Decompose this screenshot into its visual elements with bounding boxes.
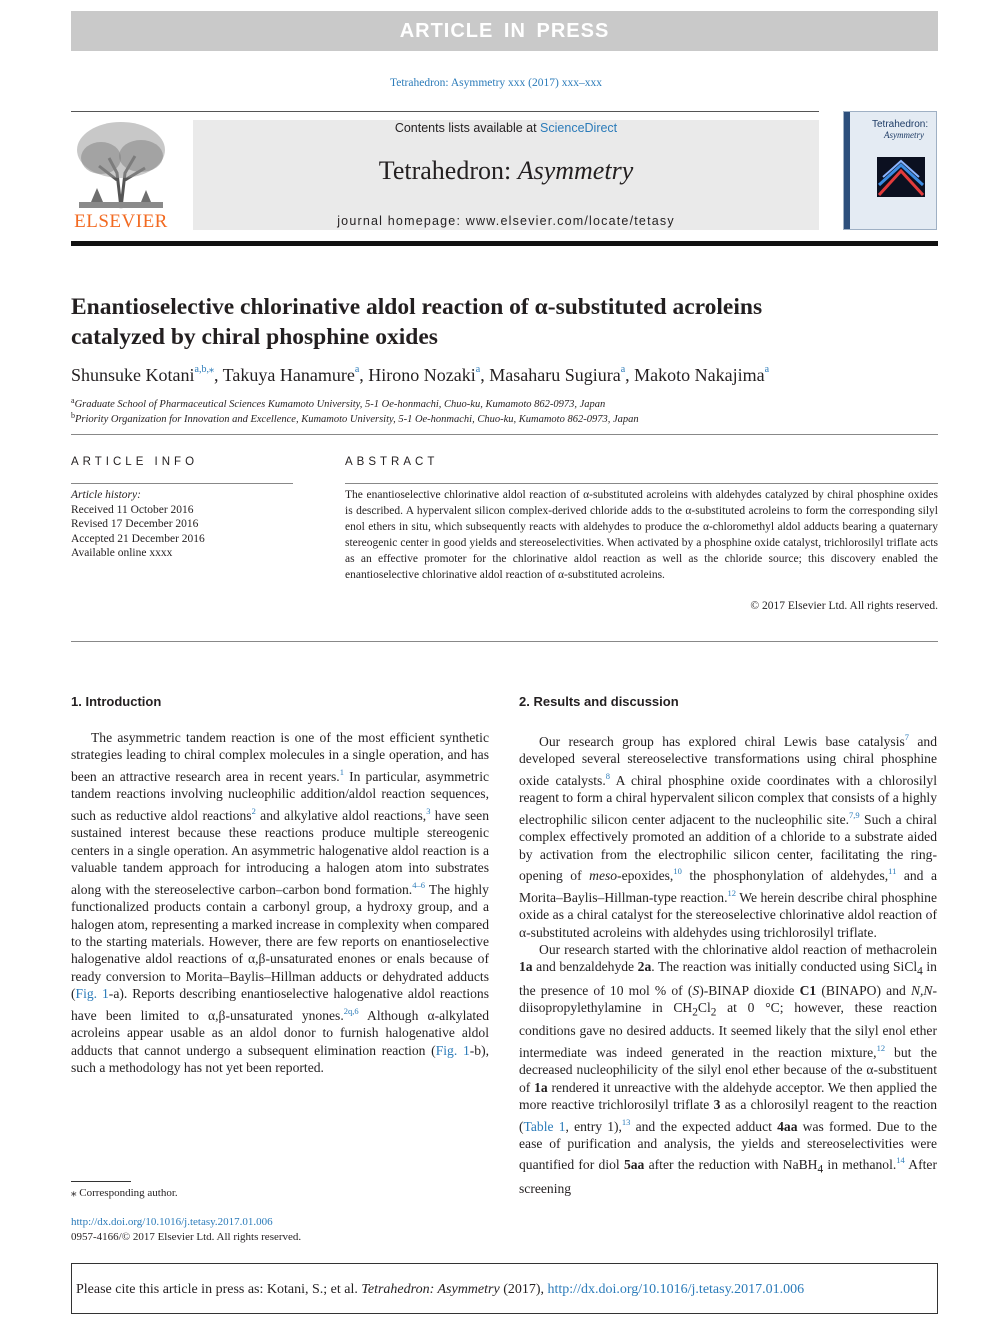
author-list: Shunsuke Kotani$^{a,b,⁎}$, Takuya Hanamure$^a$, Hirono Nozaki$^a$, Masaharu Sugiura$^a$, Makoto Nakajima$^a$ (71, 364, 770, 385)
citation-ref[interactable]: 13 (621, 1116, 631, 1127)
citation-ref[interactable]: 2 (251, 805, 256, 816)
divider (71, 434, 938, 435)
citation-ref[interactable]: 8 (605, 770, 610, 781)
introduction-body: The asymmetric tandem reaction is one of the most efficient synthetic strategies leading to chiral complex molecules in a single operation, and has been an attractive research area in recent years.$^1$ In particular, asymmetric tandem reactions involving nucleophilic addition/aldol reaction sequences, such as reductive aldol reactions$^2$ and alkylative aldol reactions,$^3$ have seen sustained interest because these reactions produce multiple stereogenic centers in a single operation. An asymmetric halogenative aldol reaction is a valuable tandem approach for introducing a halogen atom into substrates along with the stereoselective carbon–carbon bond formation.$^{4-6}$ The highly functionalized products contain a carbonyl group, a hydroxy group, and a halogen atom, representing a marked increase in complexity when compared to the starting materials. However, there are few reports on enantioselective halogenative aldol reactions of α,β-unsaturated enones or enals because of ready conversion to Morita–Baylis–Hillman adducts or dehydrated adducts (Fig. 1-a). Reports describing enantioselective halogenative aldol reactions have been limited to α,β-unsaturated ynones.$^{2q,6}$ Although α-alkylated acroleins appear usable as an aldol donor to furnish halogenative aldol adducts that cannot undergo a subsequent elimination reaction (Fig. 1-b), such a methodology has not yet been reported. (71, 730, 489, 1076)
author-affiliation-mark[interactable]: a,b,⁎ (194, 364, 214, 375)
issn-copyright: 0957-4166/© 2017 Elsevier Ltd. All rights reserved. (71, 1231, 302, 1243)
journal-homepage[interactable]: journal homepage: www.elsevier.com/locate/tetasy (337, 214, 675, 228)
citation-ref[interactable]: 7 (904, 732, 910, 742)
author-name[interactable]: Masaharu Sugiura (489, 365, 621, 385)
history-accepted: Accepted 21 December 2016 (71, 532, 205, 545)
abstract-text: The enantioselective chlorinative aldol reaction of α-substituted acroleins with aldehydes catalyzed by chiral phosphine oxides is described. A hypervalent silicon complex-derived chloride adds to the α-substituted acroleins to form the corresponding silyl enol ethers in situ, which subsequently reacts with aldehydes to produce the α-chloromethyl aldol adducts bearing a quaternary stereogenic center in good yields and stereoselectivities. When activated by a phosphine oxide catalyst, trichlorosilyl triflate acts as an effective promoter for the chlorinative aldol reaction as well as the chloride source; this discovery enabled the enantioselective chlorinative aldol reaction of α-substituted acroleins. (345, 489, 938, 581)
affiliation-b: $^b$Priority Organization for Innovation and Excellence, Kumamoto University, 5-1 Oe-honmachi, Chuo-ku, Kumamoto 862-0973, Japan (71, 411, 639, 425)
abstract-heading: ABSTRACT (345, 456, 439, 468)
header-thick-rule (71, 241, 938, 246)
doi-link[interactable]: http://dx.doi.org/10.1016/j.tetasy.2017.01.006 (71, 1216, 273, 1228)
history-received: Received 11 October 2016 (71, 503, 194, 516)
corresponding-author-footnote: ⁎ Corresponding author. (71, 1187, 178, 1199)
citation-box: Please cite this article in press as: Kotani, S.; et al. Tetrahedron: Asymmetry (2017), http://dx.doi.org/10.1016/j.tetasy.2017.01.006 (71, 1263, 938, 1314)
section-heading-introduction: 1. Introduction (71, 694, 162, 709)
affiliation-a: $^a$Graduate School of Pharmaceutical Sciences Kumamoto University, 5-1 Oe-honmachi, Chuo-ku, Kumamoto 862-0973, Japan (71, 396, 606, 410)
author-name[interactable]: Takuya Hanamure (222, 365, 355, 385)
section-heading-results: 2. Results and discussion (519, 694, 679, 709)
sciencedirect-link[interactable]: ScienceDirect (540, 121, 618, 135)
article-in-press-banner: ARTICLE IN PRESS (71, 11, 938, 51)
citation-ref[interactable]: 12 (727, 887, 736, 898)
figure-link[interactable]: Fig. 1 (435, 1042, 470, 1058)
divider (71, 483, 293, 484)
header-rule (71, 111, 819, 112)
article-info-heading: ARTICLE INFO (71, 456, 199, 468)
article-title: Enantioselective chlorinative aldol reaction of α-substituted acroleins catalyzed by chiral phosphine oxides (71, 294, 763, 350)
citation-ref[interactable]: 1 (339, 766, 344, 777)
citation-ref[interactable]: 11 (888, 866, 897, 877)
author-name[interactable]: Shunsuke Kotani (71, 365, 195, 385)
cover-graphic (877, 157, 925, 197)
figure-link[interactable]: Fig. 1 (75, 986, 109, 1002)
citation-ref[interactable]: 12 (876, 1042, 886, 1053)
history-revised: Revised 17 December 2016 (71, 518, 199, 530)
divider (71, 641, 938, 642)
journal-title: Tetrahedron: Asymmetry (378, 156, 634, 185)
footnote-rule (71, 1181, 131, 1182)
article-history: Article history: Received 11 October 2016 Revised 17 December 2016 Accepted 21 December 2016 Available online xxxx (71, 488, 301, 561)
citation-ref[interactable]: 7,9 (849, 809, 860, 820)
table-link[interactable]: Table 1 (523, 1118, 566, 1134)
journal-cover-thumbnail: Tetrahedron: Asymmetry (843, 111, 937, 230)
divider (345, 483, 938, 484)
abstract-copyright: © 2017 Elsevier Ltd. All rights reserved. (750, 600, 938, 612)
citation-ref[interactable]: 10 (673, 866, 682, 877)
contents-line: Contents lists available at ScienceDirect (394, 121, 618, 135)
author-name[interactable]: Makoto Nakajima (634, 365, 765, 385)
journal-reference-link[interactable]: Tetrahedron: Asymmetry xxx (2017) xxx–xxx (390, 77, 602, 89)
citation-ref[interactable]: 4–6 (412, 879, 425, 890)
results-body: Our research group has explored chiral Lewis base catalysis$^7$ and developed several stereoselective transformations using chiral phosphine oxide catalysts.$^8$ A chiral phosphine oxide coordinates with a chlorosilyl reagent to form a chiral hypervalent silicon complex that consists of a highly electrophilic silicon center adjacent to the nucleophilic site.$^{7,9}$ Such a chiral complex effectively promoted an addition of a chloride to a substrate aided by activation from the electrophilic silicon center, facilitating the ring-opening of meso-epoxides,$^{10}$ the phosphonylation of aldehydes,$^{11}$ and a Morita–Baylis–Hillman-type reaction.$^{12}$ We herein describe chiral phosphine oxide as a chiral catalyst for the stereoselective chlorinative aldol reaction of α-substituted acroleins with aldehydes using trichlorosilyl triflate. Our research started with the chlorinative aldol reaction of methacrolein 1a and benzaldehyde 2a. The reaction was initially conducted using SiCl$_4$ in the presence of 10 mol % of (S)-BINAP dioxide C1 (BINAPO) and N,N-diisopropylethylamine in $CH_2Cl_2$ at 0 °C; however, these reaction conditions gave no desired adducts. It seemed likely that the silyl enol ether intermediate was indeed generated in the reaction mixture,$^{12}$ but the decreased nucleophilicity of the silyl enol ether because of the α-substituent of 1a rendered it unreactive with the aldehyde acceptor. We then applied the more reactive trichlorosilyl triflate 3 as a chlorosilyl reagent to the reaction (Table 1, entry 1),$^{13}$ and the expected adduct 4aa was formed. Due to the ease of purification and analysis, the yields and stereoselectivities were quantified for diol 5aa after the reduction with NaBH$_4$ in methanol.$^{14}$ After screening (519, 732, 938, 1196)
citation-ref[interactable]: 3 (426, 805, 431, 816)
citation-ref[interactable]: 14 (896, 1155, 905, 1166)
author-name[interactable]: Hirono Nozaki (368, 365, 476, 385)
history-online: Available online xxxx (71, 547, 173, 559)
citation-doi-link[interactable]: http://dx.doi.org/10.1016/j.tetasy.2017.01.006 (547, 1282, 805, 1297)
elsevier-wordmark: ELSEVIER (74, 211, 168, 232)
citation-ref[interactable]: 2q,6 (343, 1005, 359, 1016)
